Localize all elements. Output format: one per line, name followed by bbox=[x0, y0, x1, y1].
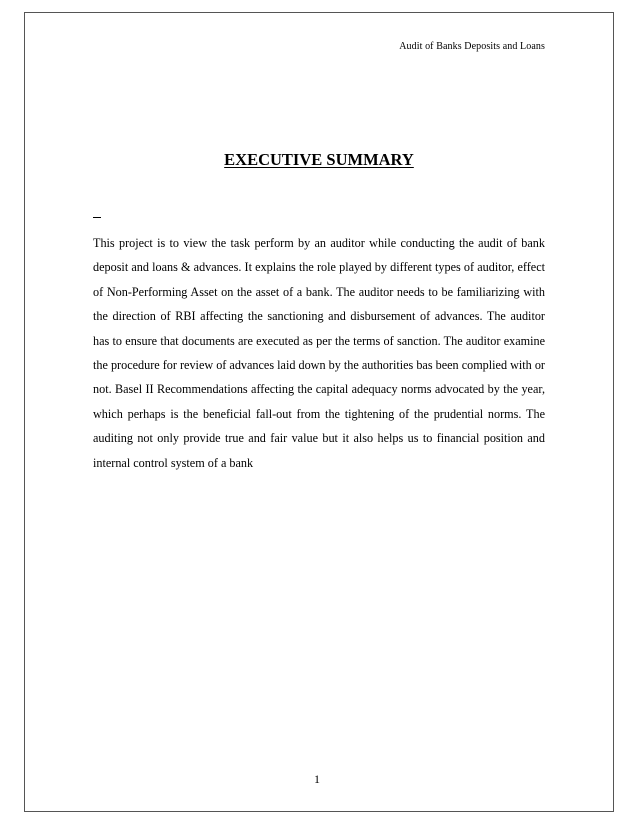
running-header: Audit of Banks Deposits and Loans bbox=[399, 41, 545, 52]
summary-paragraph: This project is to view the task perform by an auditor while conducting the audit of bank deposit and loans & advances. It explains the role played by different types of auditor, effect of Non-Performing Asset on the asset of a bank. The auditor needs to be familiarizing with the direction of RBI affecting the sanctioning and disbursement of advances. The auditor has to ensure that documents are executed as per the terms of sanction. The auditor examine the procedure for review of advances laid down by the authorities bas been complied with or not. Basel II Recommendations affecting the capital adequacy norms advocated by the year, which perhaps is the beneficial fall-out from the tightening of the prudential norms. The auditing not only provide true and fair value but it also helps us to financial position and internal control system of a bank bbox=[93, 236, 545, 470]
page-number: 1 bbox=[314, 772, 320, 786]
underscore-mark bbox=[93, 217, 101, 218]
page-title: EXECUTIVE SUMMARY bbox=[224, 150, 414, 169]
